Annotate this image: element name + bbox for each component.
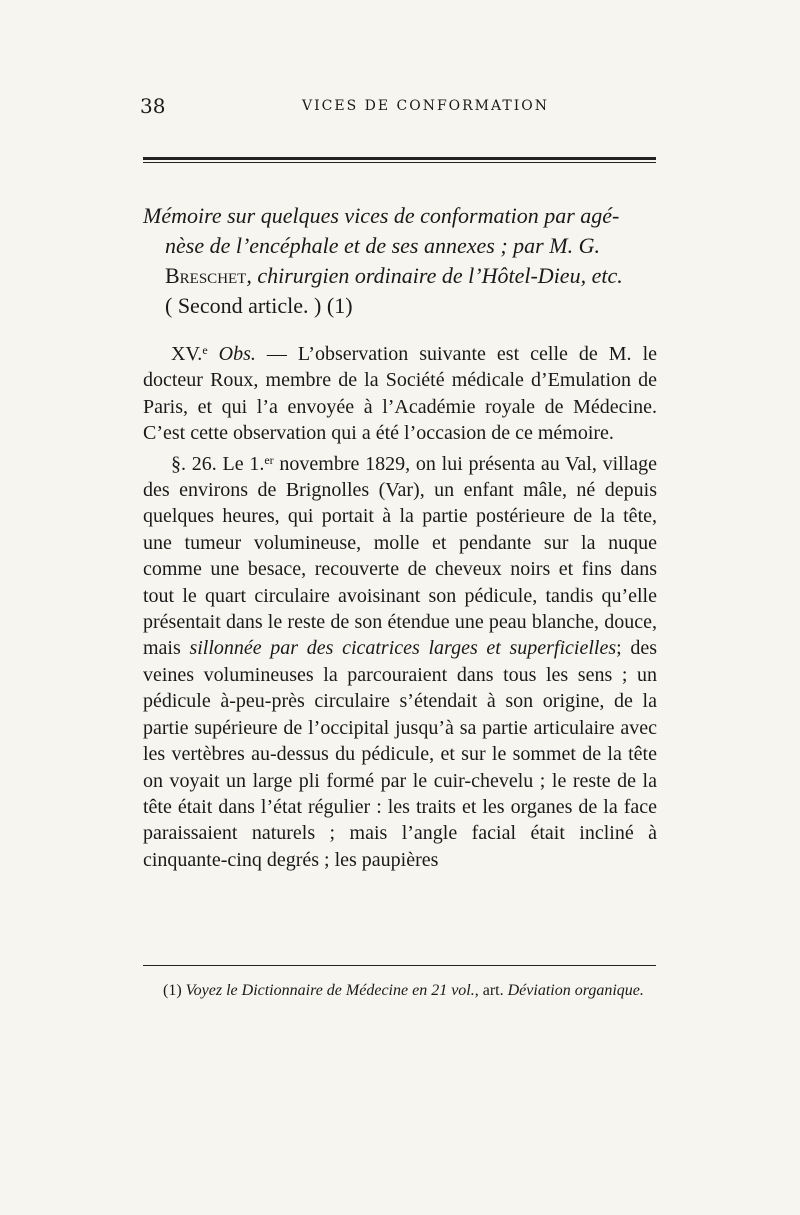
paragraph-observation: XV.$^e$ Obs. — L’observation suivante est celle de M. le docteur Roux, membre de la Société médicale d’Emulation de Paris, et qui l’a envoyée à l’Académie royale de Médecine. C’est cette observation qui a été l’occasion de ce mémoire. xyxy=(143,343,658,445)
title-line-3: , chirurgien ordinaire de l’Hôtel-Dieu, etc. xyxy=(246,263,623,288)
article-title xyxy=(143,201,657,321)
header-rule xyxy=(143,157,656,163)
footnote-rule xyxy=(143,965,656,966)
title-line-2: nèse de l’encéphale et de ses annexes ; par M. G. Breschet, chirurgien ordinaire de l’Hôtel-Dieu, etc. ( Second article. ) (1) xyxy=(165,233,623,318)
page-number: 38 xyxy=(140,94,166,118)
page-header xyxy=(140,94,660,124)
author-name: Breschet xyxy=(165,263,247,288)
paragraph-section-26: §. 26. Le 1.$^{er}$ novembre 1829, on lui présenta au Val, village des environs de Brignolles (Var), un enfant mâle, né depuis quelques heures, qui portait à la partie postérieure de la tête, une tumeur volumineuse, molle et pendante sur la nuque comme une besace, recouverte de cheveux noirs et fins dans tout le quart circulaire avoisinant son pédicule, tandis qu’elle présentait dans le reste de son étendue une peau blanche, douce, mais sillonnée par des cicatrices larges et superficielles; des veines volumineuses la parcouraient dans tous les sens ; un pédicule à-peu-près circulaire s’étendait à son origine, de la partie supérieure de l’occipital jusqu’à sa partie articulaire avec les vertèbres au-dessus du pédicule, et sur le sommet de la tête on voyait un large pli formé par le cuir-chevelu ; le reste de la tête était dans l’état régulier : les traits et les organes de la face paraissaient naturels ; mais l’angle facial était incliné à cinquante-cinq degrés ; les paupières xyxy=(143,452,657,871)
title-line-1: Mémoire sur quelques vices de conformation par agé- xyxy=(143,203,620,228)
title-line-4: ( Second article. ) (1) xyxy=(165,293,353,318)
italic-phrase: sillonnée par des cicatrices larges et superficielles xyxy=(189,637,617,660)
footnote-marker: (1) xyxy=(163,982,182,999)
body-text xyxy=(143,337,657,873)
footnote: (1) Voyez le Dictionnaire de Médecine en 21 vol., art. Déviation organique. xyxy=(163,982,644,999)
running-head: VICES DE CONFORMATION xyxy=(302,98,549,114)
